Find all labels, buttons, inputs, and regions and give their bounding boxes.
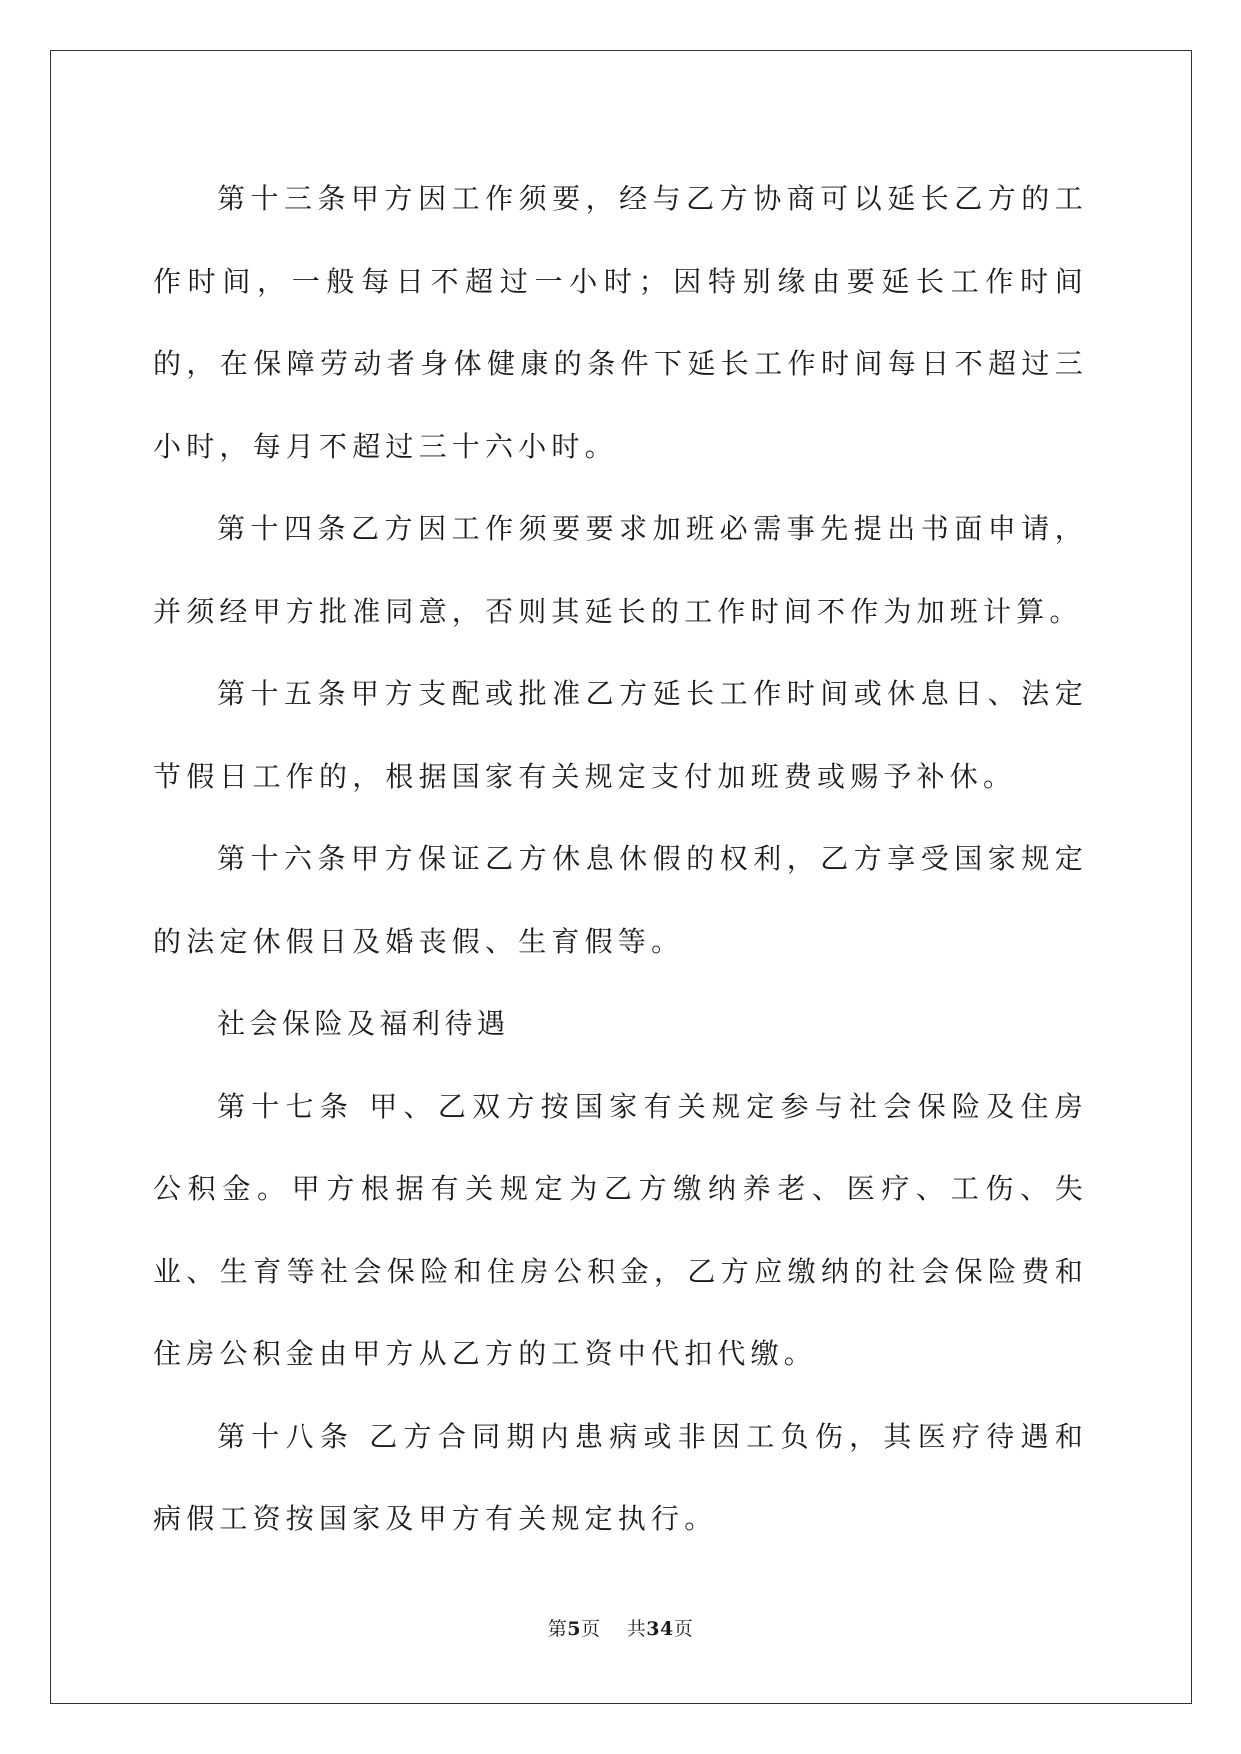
page-number: 5 — [567, 1618, 582, 1640]
paragraph-article-17: 第十七条 甲、乙双方按国家有关规定参与社会保险及住房公积金。甲方根据有关规定为乙方缴纳养老、医疗、工伤、失业、生育等社会保险和住房公积金，乙方应缴纳的社会保险费和住房公积金由甲方从乙方的工资中代扣代缴。 — [153, 1089, 1088, 1370]
paragraph-article-14: 第十四条乙方因工作须要要求加班必需事先提出书面申请，并须经甲方批准同意，否则其延长的工作时间不作为加班计算。 — [153, 512, 1088, 628]
paragraph-article-18: 第十八条 乙方合同期内患病或非因工负伤，其医疗待遇和病假工资按国家及甲方有关规定执行。 — [153, 1419, 1088, 1535]
paragraph-article-16: 第十六条甲方保证乙方休息休假的权利，乙方享受国家规定的法定休假日及婚丧假、生育假等。 — [153, 842, 1088, 958]
paragraph-article-15: 第十五条甲方支配或批准乙方延长工作时间或休息日、法定节假日工作的，根据国家有关规定支付加班费或赐予补休。 — [153, 677, 1088, 793]
paragraph-article-13: 第十三条甲方因工作须要，经与乙方协商可以延长乙方的工作时间，一般每日不超过一小时；因特别缘由要延长工作时间的，在保障劳动者身体健康的条件下延长工作时间每日不超过三小时，每月不超过三十六小时。 — [153, 182, 1088, 463]
page-footer — [0, 1614, 1241, 1641]
page-prefix: 第 — [547, 1618, 568, 1640]
total-pages: 34 — [646, 1618, 674, 1640]
document-body — [153, 158, 1088, 1561]
section-heading-social-insurance: 社会保险及福利待遇 — [217, 1007, 510, 1040]
page-suffix: 页 — [581, 1618, 601, 1640]
total-suffix: 页 — [673, 1618, 694, 1640]
total-prefix: 共 — [626, 1618, 647, 1640]
